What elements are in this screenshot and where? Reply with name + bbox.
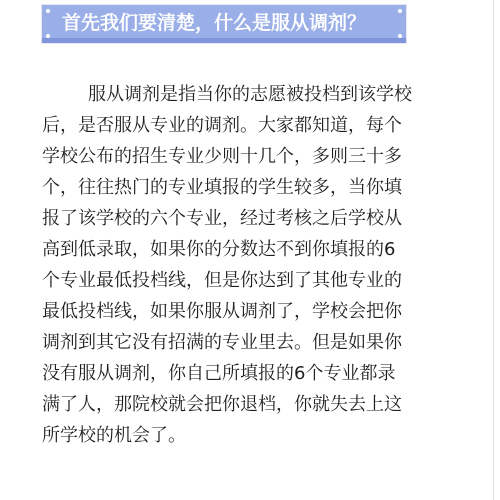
paragraph-line: 服从调剂是指当你的志愿被投档到该学校 <box>88 84 412 105</box>
section-title: 首先我们要清楚，什么是服从调剂？ <box>62 12 367 34</box>
paragraph-line: 最低投档线，如果你服从调剂了，学校会把你 <box>42 301 402 322</box>
paragraph-line: 学校公布的招生专业少则十几个，多则三十多 <box>42 146 402 167</box>
banner-corner-dot-icon <box>398 9 402 13</box>
paragraph-line: 调剂到其它没有招满的专业里去。但是如果你 <box>42 332 402 353</box>
paragraph-line: 后，是否服从专业的调剂。大家都知道，每个 <box>42 115 402 136</box>
paragraph-line: 所学校的机会了。 <box>42 425 186 446</box>
article-paragraph <box>42 79 482 451</box>
paragraph-line: 没有服从调剂，你自己所填报的6个专业都录 <box>42 363 396 384</box>
paragraph-line: 高到低录取，如果你的分数达不到你填报的6 <box>42 239 396 260</box>
banner-corner-dot-icon <box>46 34 50 38</box>
paragraph-line: 报了该学校的六个专业，经过考核之后学校从 <box>42 208 402 229</box>
page-edge-line <box>493 0 494 500</box>
paragraph-line: 个，往往热门的专业填报的学生较多，当你填 <box>42 177 402 198</box>
paragraph-line: 满了人，那院校就会把你退档，你就失去上这 <box>42 394 402 415</box>
paragraph-line: 个专业最低投档线，但是你达到了其他专业的 <box>42 270 402 291</box>
banner-corner-dot-icon <box>46 9 50 13</box>
section-header-accent <box>42 38 406 43</box>
banner-corner-dot-icon <box>398 34 402 38</box>
